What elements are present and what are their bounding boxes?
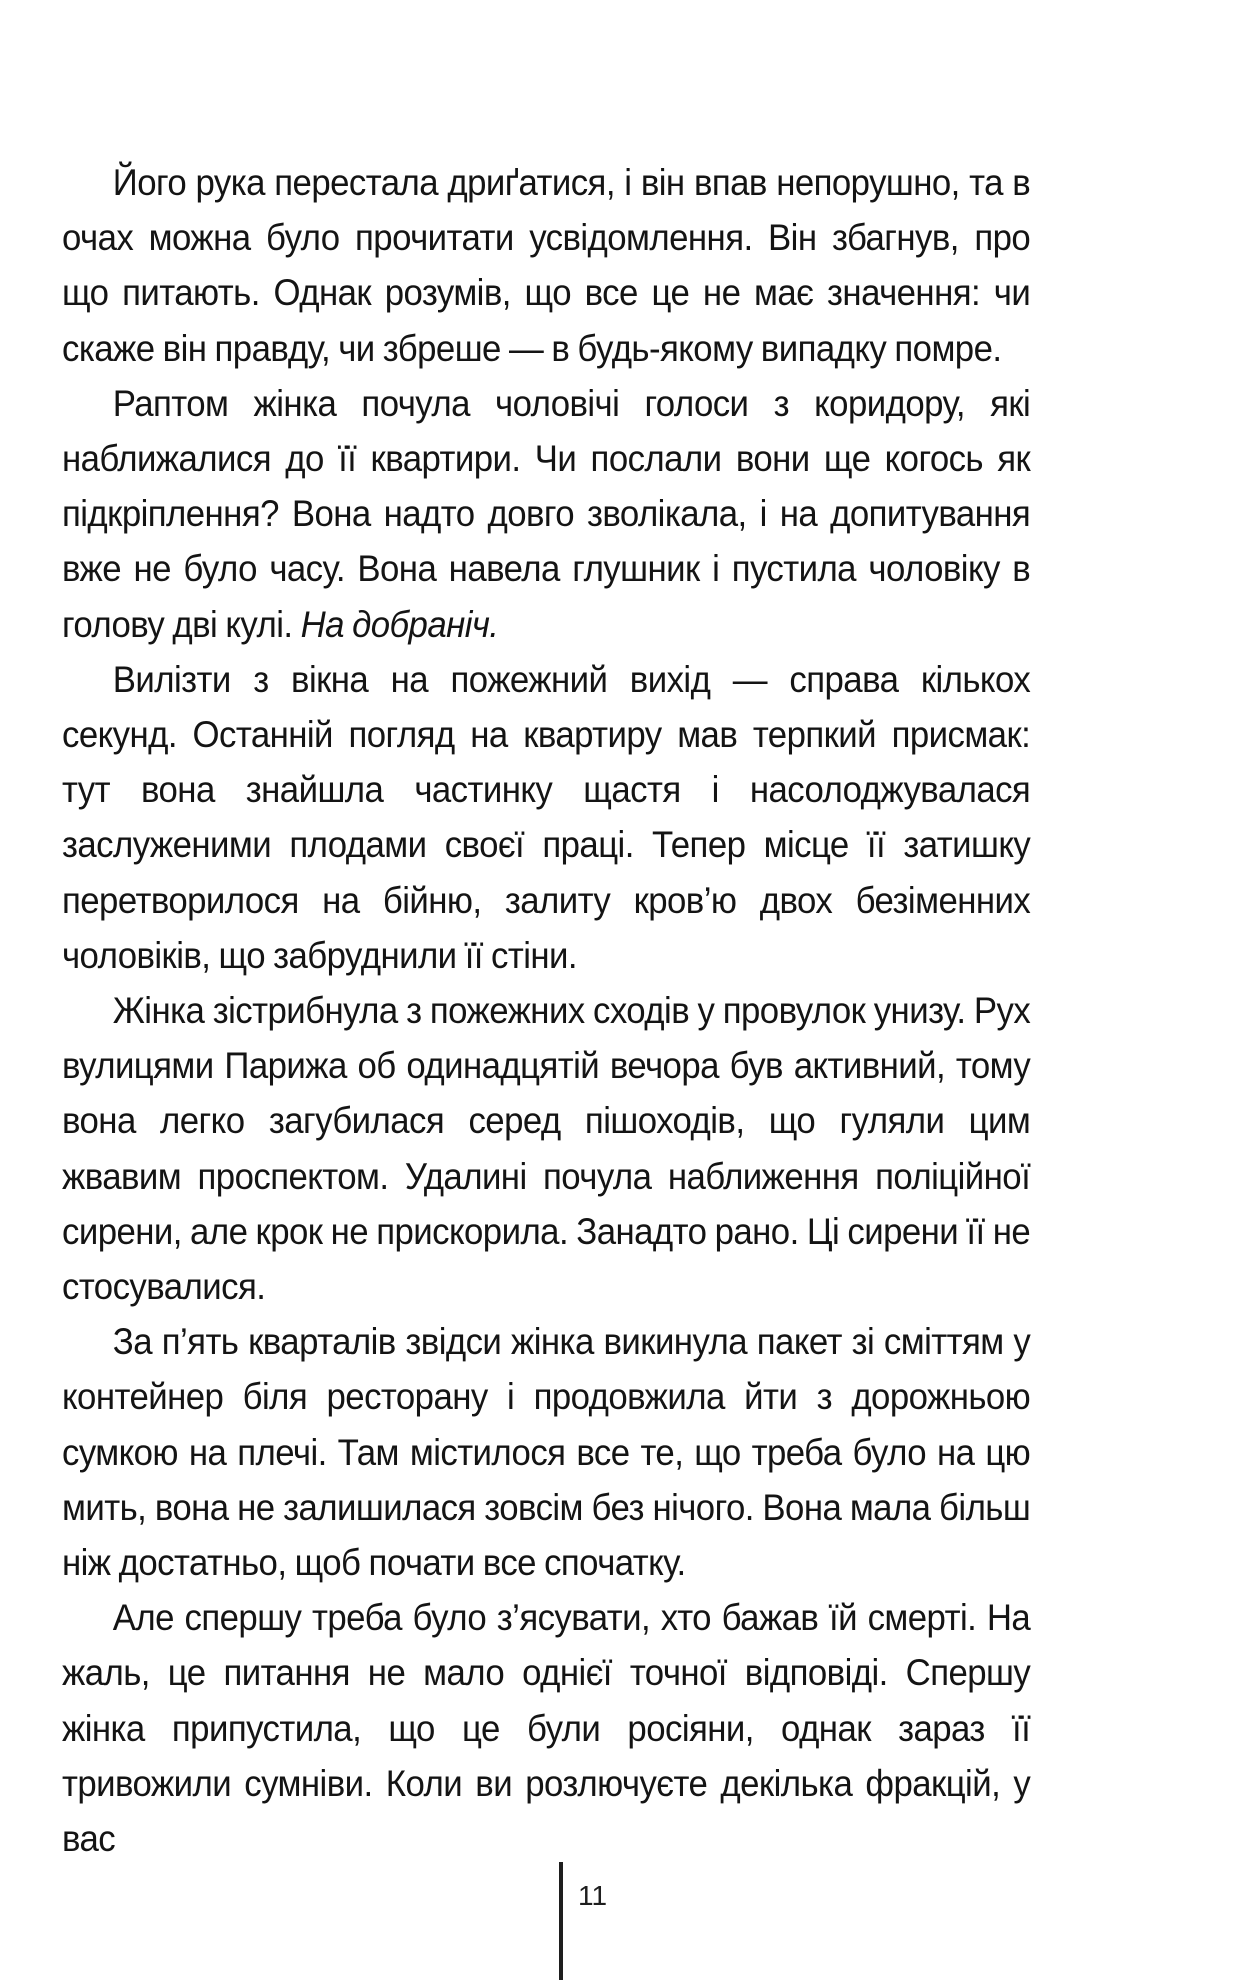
folio-rule — [559, 1862, 563, 1980]
paragraph-1 — [62, 155, 1030, 376]
page-number: 11 — [578, 1880, 608, 1911]
paragraph-2-text: Раптом жінка почула чоловічі голоси з коридору, які наближалися до її квартири. Чи послали вони ще когось як підкріплення? Вона надто довго зволікала, і на допитування вже не було часу. Вона навела глушник і пустила чоловіку в голову дві кулі. — [62, 382, 1031, 645]
paragraph-6 — [62, 1590, 1030, 1866]
body-text — [62, 155, 1030, 1866]
paragraph-6-text: Але спершу треба було з’ясувати, хто бажав їй смерті. На жаль, це питання не мало однієї точної відповіді. Спершу жінка припустила, що це були росіяни, однак зараз її тривожили сумніви. Коли ви розлючуєте декілька фракцій, у вас — [62, 1597, 1031, 1860]
paragraph-2-italic-phrase: На добраніч. — [300, 603, 499, 645]
paragraph-5 — [62, 1314, 1030, 1590]
paragraph-4 — [62, 983, 1030, 1314]
paragraph-2 — [62, 376, 1030, 652]
paragraph-1-text: Його рука перестала дриґатися, і він впав непорушно, та в очах можна було прочитати усвідомлення. Він збагнув, про що питають. Однак розумів, що все це не має значення: чи скаже він правду, чи збреше — в будь-якому випадку помре. — [62, 162, 1031, 369]
paragraph-5-text: За п’ять кварталів звідси жінка викинула пакет зі сміттям у контейнер біля ресторану і продовжила йти з дорожньою сумкою на плечі. Там містилося все те, що треба було на цю мить, вона не залишилася зовсім без нічого. Вона мала більш ніж достатньо, щоб почати все спочатку. — [62, 1321, 1031, 1584]
paragraph-3 — [62, 652, 1030, 983]
paragraph-3-text: Вилізти з вікна на пожежний вихід — справа кількох секунд. Останній погляд на квартиру мав терпкий присмак: тут вона знайшла частинку щастя і насолоджувалася заслуженими плодами своєї праці. Тепер місце її затишку перетворилося на бійню, залиту кров’ю двох безіменних чоловіків, що забруднили її стіни. — [62, 658, 1031, 976]
paragraph-4-text: Жінка зістрибнула з пожежних сходів у провулок унизу. Рух вулицями Парижа об одинадцятій вечора був активний, тому вона легко загубилася серед пішоходів, що гуляли цим жвавим проспектом. Удалині почула наближення поліційної сирени, але крок не прискорила. Занадто рано. Ці сирени її не стосувалися. — [62, 990, 1031, 1308]
